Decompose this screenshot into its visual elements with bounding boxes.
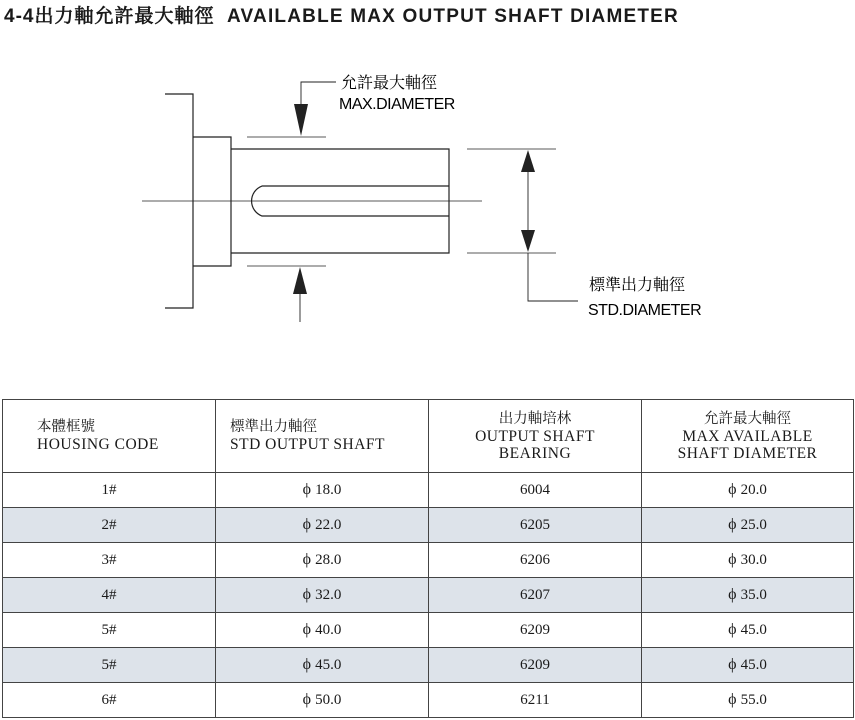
shaft-collar	[193, 137, 231, 266]
max-shaft-value: 25.0	[740, 517, 767, 533]
section-number: 4-4	[4, 6, 35, 27]
col-housing-code	[3, 400, 216, 473]
housing-code-cell: 4#	[3, 578, 216, 613]
col-housing-code-zh: 本體框號	[37, 419, 95, 435]
housing-code-cell: 1#	[3, 473, 216, 508]
std-shaft-value: 45.0	[315, 657, 342, 673]
table-row	[3, 473, 854, 508]
phi-symbol: ϕ	[728, 481, 737, 498]
col-max-shaft-diameter	[642, 400, 854, 473]
bearing-cell: 6207	[429, 578, 642, 613]
max-shaft-value: 20.0	[740, 482, 767, 498]
housing-code-cell: 5#	[3, 613, 216, 648]
std-label-en: STD.DIAMETER	[588, 302, 702, 319]
std-shaft-cell	[216, 473, 429, 508]
std-shaft-cell	[216, 683, 429, 718]
std-shaft-value: 40.0	[315, 622, 342, 638]
col-max-shaft-diameter-en-1: MAX AVAILABLE	[682, 427, 813, 445]
std-shaft-value: 32.0	[315, 587, 342, 603]
bearing-cell: 6211	[429, 683, 642, 718]
bearing-cell: 6209	[429, 648, 642, 683]
std-label-leader	[528, 253, 578, 301]
col-housing-code-en: HOUSING CODE	[37, 436, 159, 453]
max-shaft-cell	[642, 648, 854, 683]
max-arrow-bottom-icon	[293, 267, 307, 294]
table-row	[3, 543, 854, 578]
table-row	[3, 613, 854, 648]
std-shaft-value: 22.0	[315, 517, 342, 533]
phi-symbol: ϕ	[302, 621, 312, 638]
section-title-en: AVAILABLE MAX OUTPUT SHAFT DIAMETER	[227, 6, 679, 27]
max-label-en: MAX.DIAMETER	[339, 96, 455, 113]
phi-symbol: ϕ	[302, 481, 312, 498]
std-shaft-cell	[216, 648, 429, 683]
col-output-shaft-bearing-en-2: BEARING	[498, 444, 572, 462]
phi-symbol: ϕ	[302, 691, 312, 708]
bearing-cell: 6209	[429, 613, 642, 648]
table-header-row	[3, 400, 854, 473]
housing-code-cell: 3#	[3, 543, 216, 578]
phi-symbol: ϕ	[728, 586, 737, 603]
shaft-spec-table	[2, 399, 854, 718]
std-arrow-down-icon	[521, 230, 535, 252]
max-shaft-value: 55.0	[740, 692, 767, 708]
col-std-output-shaft	[216, 400, 429, 473]
std-arrow-up-icon	[521, 150, 535, 172]
max-shaft-cell	[642, 473, 854, 508]
col-std-output-shaft-en: STD OUTPUT SHAFT	[230, 436, 385, 453]
std-shaft-cell	[216, 543, 429, 578]
std-shaft-value: 50.0	[315, 692, 342, 708]
col-output-shaft-bearing	[429, 400, 642, 473]
phi-symbol: ϕ	[302, 551, 312, 568]
std-shaft-cell	[216, 578, 429, 613]
col-max-shaft-diameter-en-2: SHAFT DIAMETER	[677, 444, 818, 462]
max-shaft-value: 35.0	[740, 587, 767, 603]
phi-symbol: ϕ	[302, 656, 312, 673]
shaft-diagram	[0, 40, 855, 360]
col-std-output-shaft-zh: 標準出力軸徑	[230, 419, 317, 435]
max-shaft-cell	[642, 578, 854, 613]
table-row	[3, 578, 854, 613]
table-row	[3, 508, 854, 543]
bearing-cell: 6205	[429, 508, 642, 543]
col-output-shaft-bearing-zh: 出力軸培林	[498, 410, 572, 427]
std-label-zh: 標準出力軸徑	[589, 275, 686, 294]
max-shaft-value: 45.0	[740, 657, 767, 673]
std-shaft-value: 28.0	[315, 552, 342, 568]
phi-symbol: ϕ	[728, 691, 737, 708]
phi-symbol: ϕ	[302, 516, 312, 533]
housing-code-cell: 2#	[3, 508, 216, 543]
bearing-cell: 6206	[429, 543, 642, 578]
max-shaft-value: 30.0	[740, 552, 767, 568]
max-shaft-cell	[642, 508, 854, 543]
max-label-zh: 允許最大軸徑	[341, 73, 438, 92]
section-title	[4, 1, 679, 28]
housing-code-cell: 6#	[3, 683, 216, 718]
max-shaft-cell	[642, 683, 854, 718]
phi-symbol: ϕ	[728, 516, 737, 533]
max-shaft-cell	[642, 613, 854, 648]
col-max-shaft-diameter-zh: 允許最大軸徑	[704, 410, 791, 427]
std-shaft-cell	[216, 508, 429, 543]
max-shaft-value: 45.0	[740, 622, 767, 638]
max-shaft-cell	[642, 543, 854, 578]
bearing-cell: 6004	[429, 473, 642, 508]
col-output-shaft-bearing-en-1: OUTPUT SHAFT	[475, 427, 595, 445]
phi-symbol: ϕ	[728, 551, 737, 568]
housing-code-cell: 5#	[3, 648, 216, 683]
std-shaft-value: 18.0	[315, 482, 342, 498]
table-row	[3, 683, 854, 718]
phi-symbol: ϕ	[728, 621, 737, 638]
table-row	[3, 648, 854, 683]
phi-symbol: ϕ	[728, 656, 737, 673]
phi-symbol: ϕ	[302, 586, 312, 603]
std-shaft-cell	[216, 613, 429, 648]
max-arrow-top-icon	[294, 104, 308, 136]
max-label-leader	[301, 82, 336, 104]
section-title-zh: 出力軸允許最大軸徑	[34, 6, 215, 27]
